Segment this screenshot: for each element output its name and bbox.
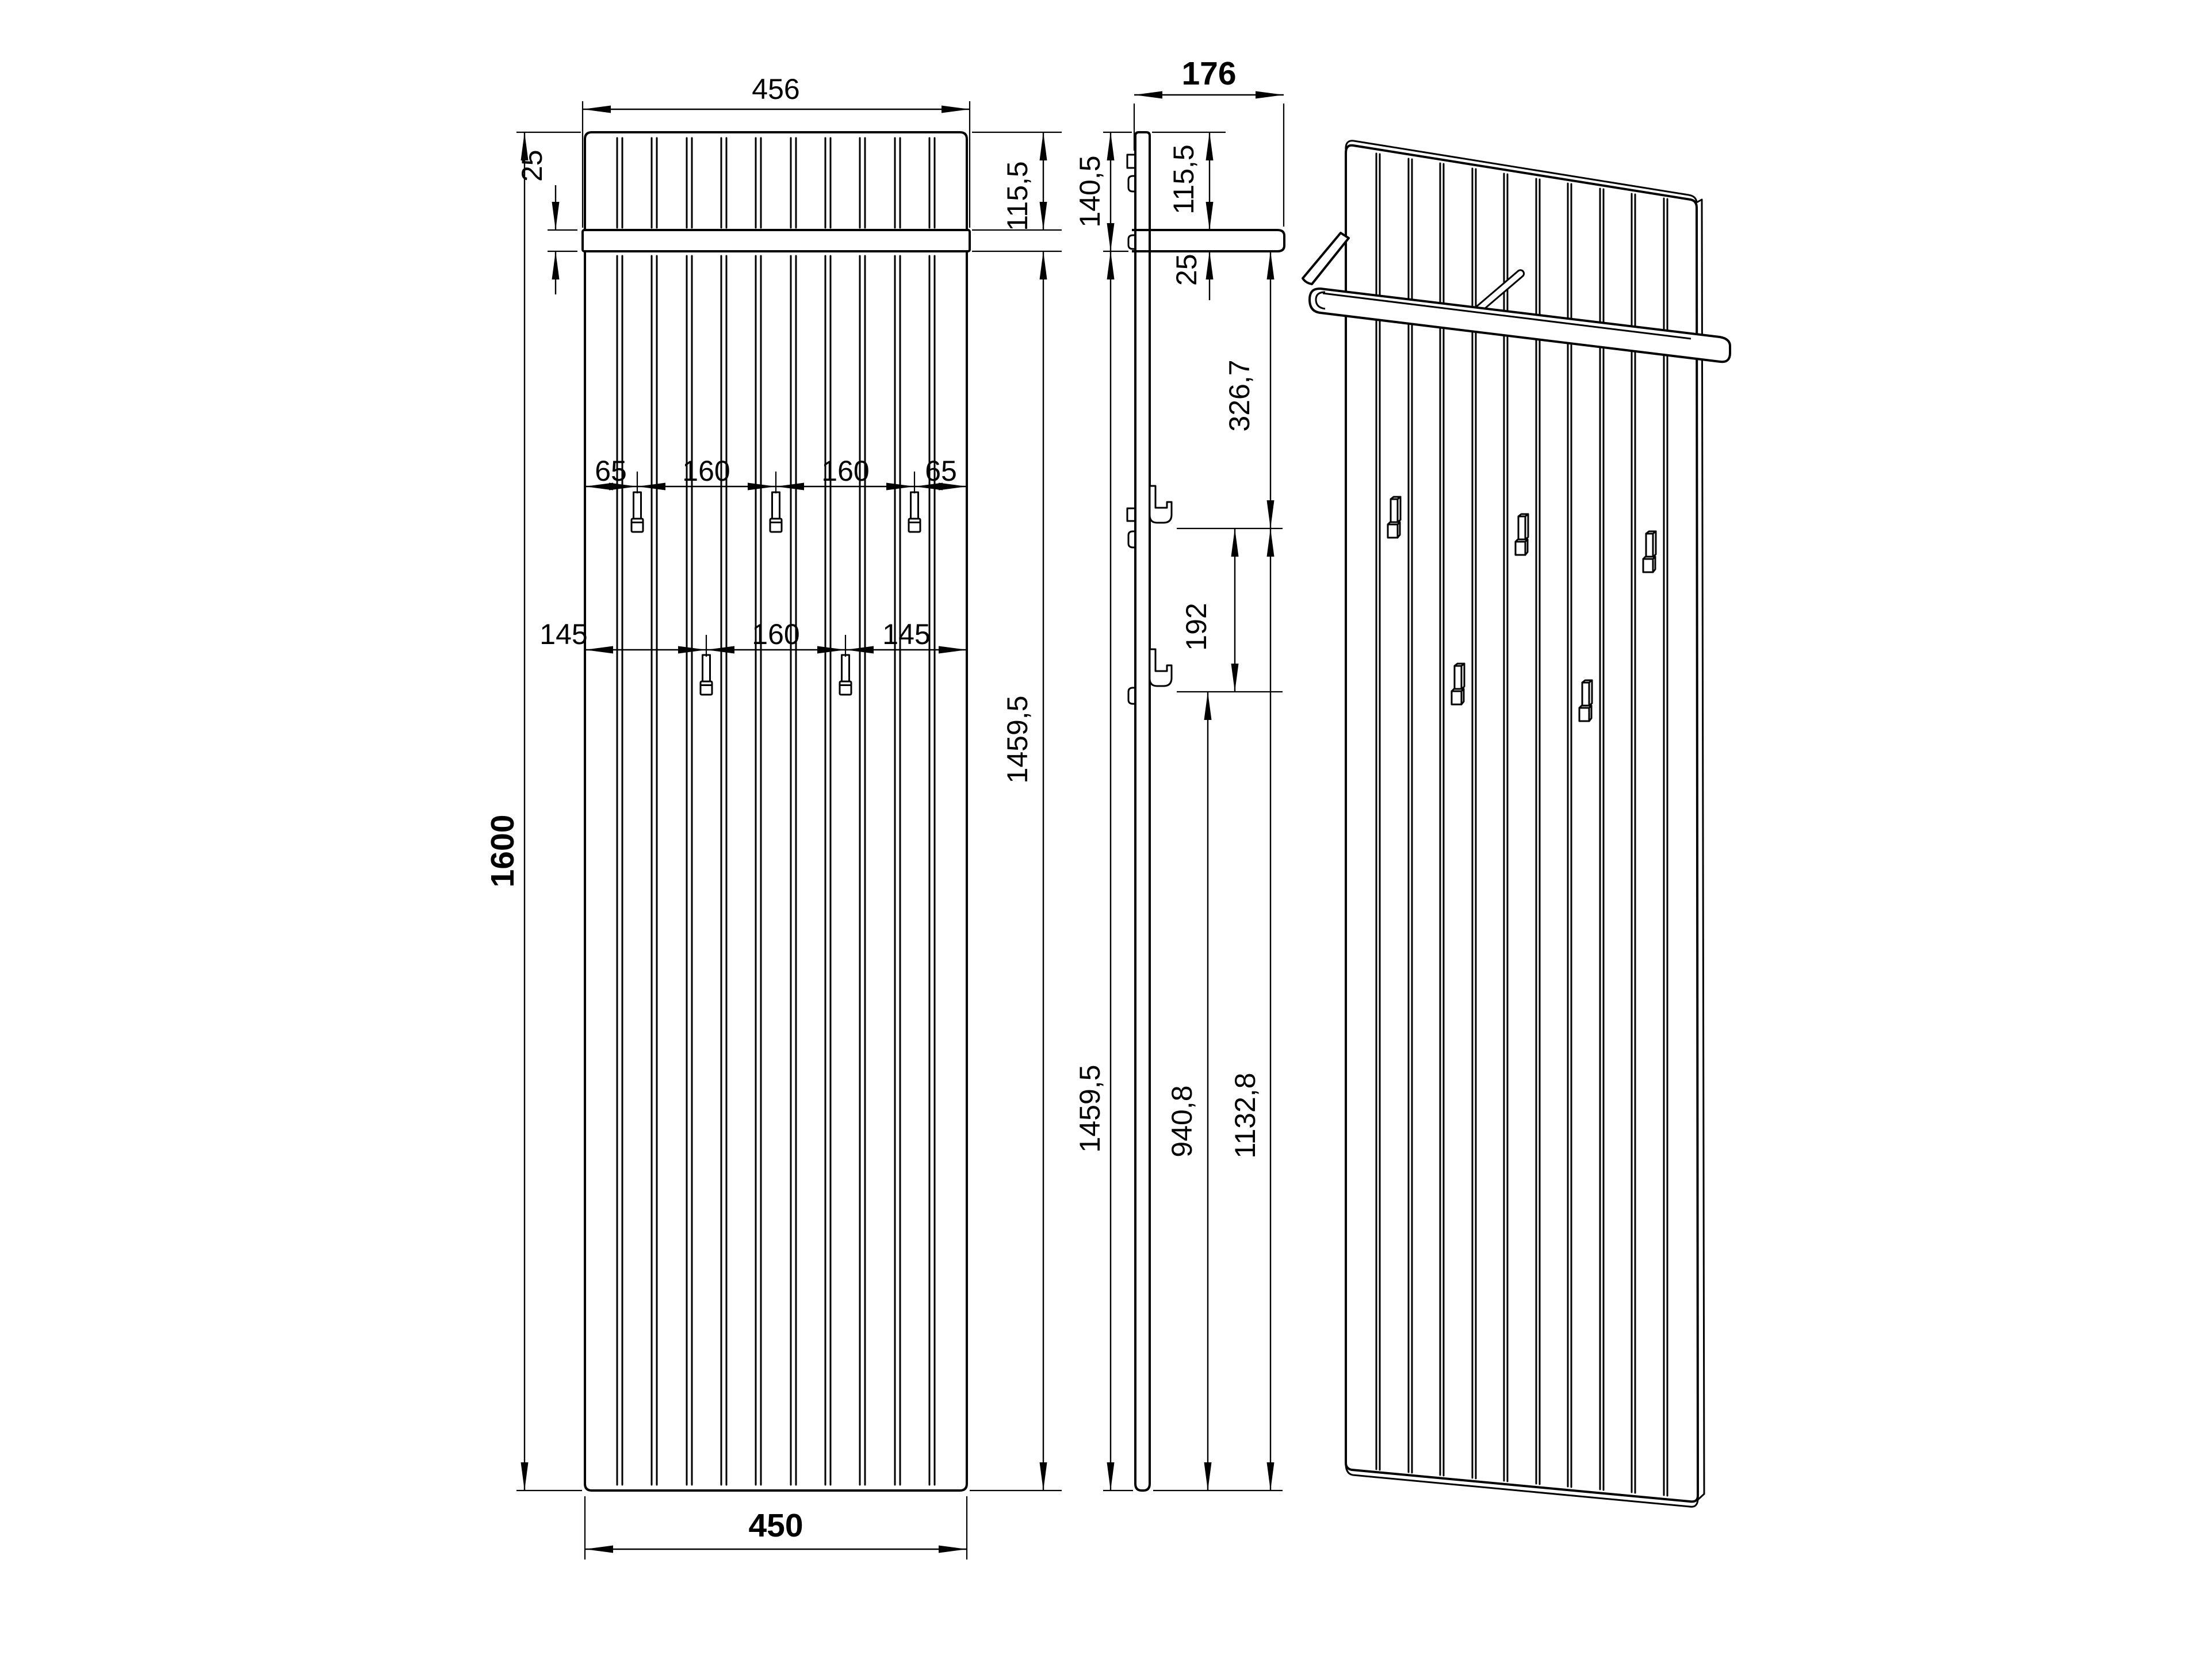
- hook: [770, 492, 782, 532]
- front-panel-top-section: [585, 132, 967, 230]
- dim-label: 115,5: [1001, 161, 1034, 231]
- dim-top-to-rail: [1074, 132, 1132, 251]
- hook: [909, 492, 920, 532]
- dim-hook1-to-hook2: [1177, 528, 1283, 692]
- dim-label: 145: [882, 618, 931, 650]
- dim-width-bottom: [585, 1496, 967, 1560]
- dim-label: 1132,8: [1229, 1072, 1261, 1159]
- front-view: [484, 73, 1062, 1560]
- dim-label: 25: [516, 150, 548, 182]
- dim-label: 145: [539, 618, 588, 650]
- dim-hook1-to-bottom: [1153, 528, 1283, 1491]
- dim-hook2-to-bottom: [1166, 692, 1208, 1491]
- hook-profile: [1150, 486, 1172, 523]
- dim-label: 160: [821, 455, 870, 487]
- side-rail: [1132, 230, 1284, 251]
- dim-label: 192: [1180, 603, 1212, 651]
- dim-body-height-side: [1074, 251, 1133, 1491]
- hook: [840, 655, 851, 695]
- dim-label: 456: [752, 73, 800, 105]
- dim-label: 1459,5: [1001, 695, 1034, 784]
- persp-rail-back-leg: [1303, 233, 1349, 284]
- dim-label: 326,7: [1223, 359, 1256, 432]
- dim-label: 65: [925, 455, 957, 487]
- dim-header-height-side: [1152, 132, 1226, 230]
- wall-bracket: [1127, 508, 1135, 521]
- side-view: [1074, 55, 1284, 1491]
- dim-label: 940,8: [1166, 1085, 1198, 1158]
- dim-label: 160: [682, 455, 730, 487]
- hook: [701, 655, 712, 695]
- dim-label: 1459,5: [1074, 1064, 1106, 1153]
- dim-rail-to-hook1: [1177, 251, 1283, 528]
- front-panel-body: [585, 251, 967, 1491]
- dim-label: 160: [752, 618, 800, 650]
- hook: [632, 492, 643, 532]
- dim-label: 65: [595, 455, 627, 487]
- dim-body-height: [970, 251, 1062, 1491]
- dim-label: 115,5: [1168, 144, 1200, 214]
- wall-bracket: [1127, 155, 1135, 168]
- dim-header-height: [972, 132, 1062, 231]
- dim-rail-thickness: [1170, 251, 1210, 300]
- dim-label: 1600: [484, 814, 521, 888]
- dim-label: 25: [1170, 254, 1203, 286]
- perspective-view: [1303, 141, 1730, 1507]
- dim-label: 140,5: [1074, 155, 1106, 228]
- front-rail: [583, 230, 970, 251]
- dim-label: 176: [1181, 55, 1237, 92]
- dim-label: 450: [748, 1507, 803, 1544]
- dim-total-height: [484, 132, 582, 1491]
- side-panel: [1135, 132, 1150, 1491]
- hook-profile: [1150, 649, 1172, 686]
